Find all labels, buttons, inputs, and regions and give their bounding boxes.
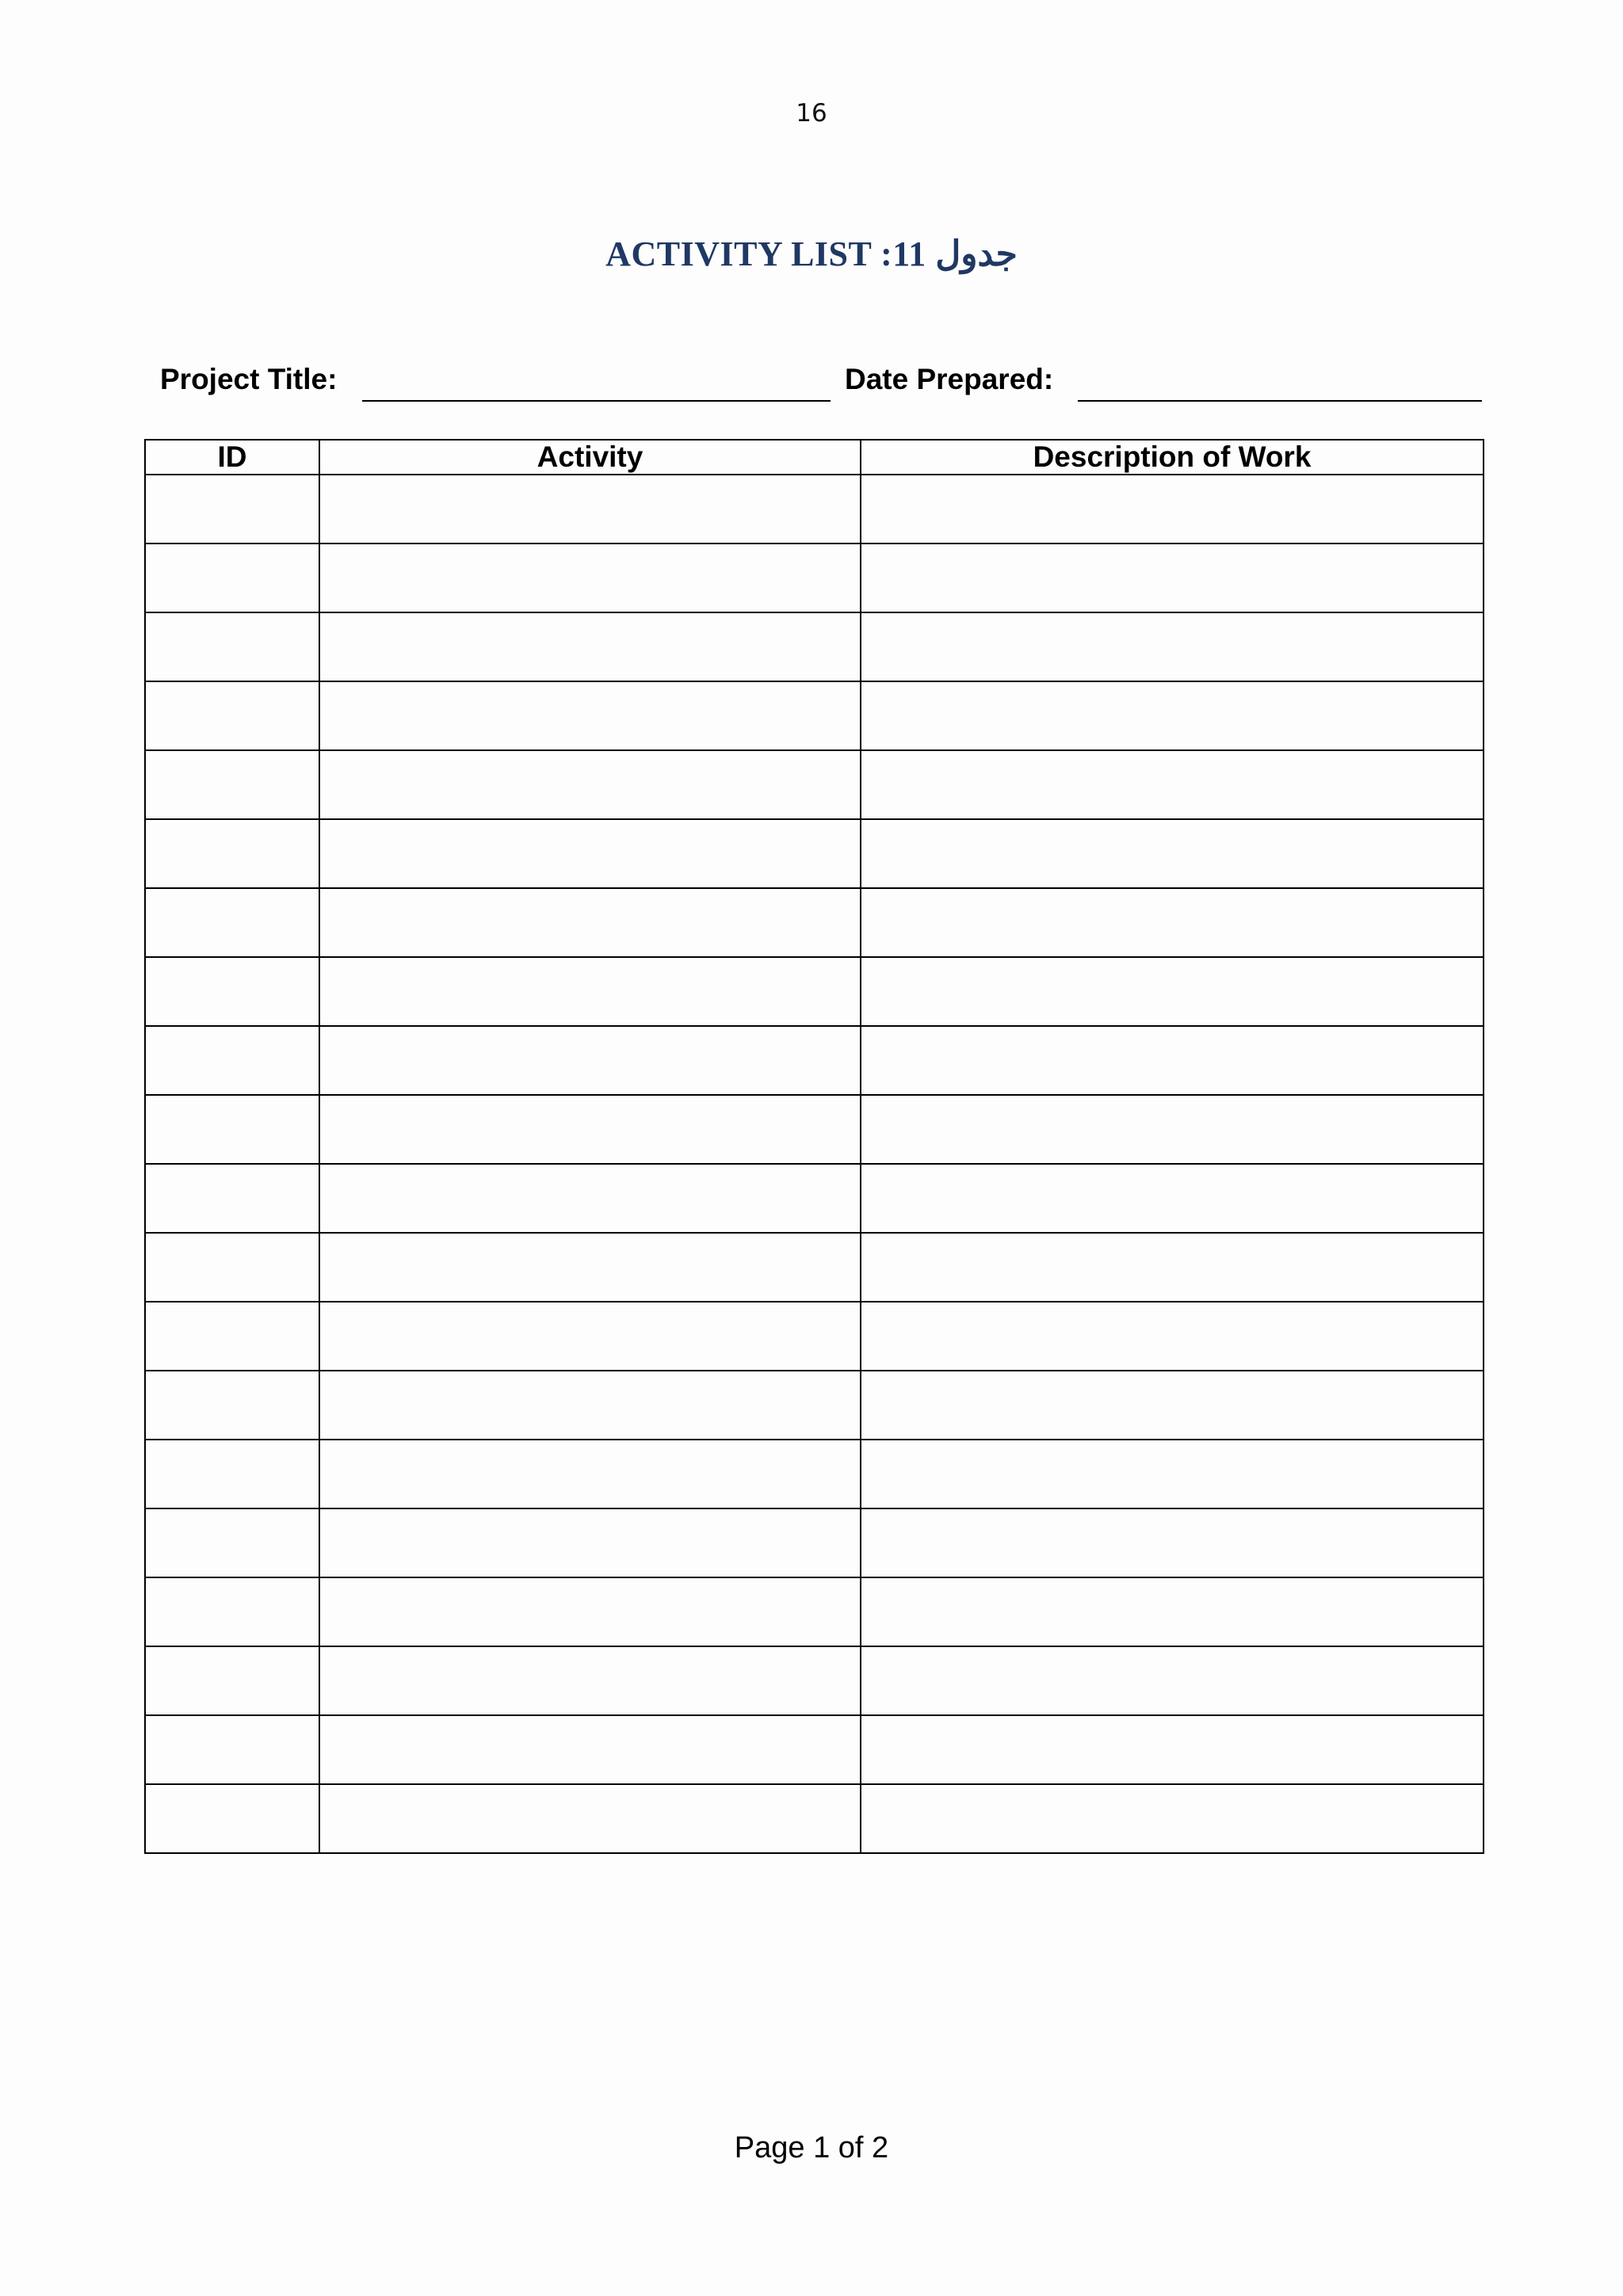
table-row <box>145 1095 1484 1164</box>
id-cell[interactable] <box>145 957 319 1026</box>
description-cell[interactable] <box>861 888 1484 957</box>
id-cell[interactable] <box>145 1371 319 1440</box>
description-cell[interactable] <box>861 1577 1484 1646</box>
description-cell[interactable] <box>861 750 1484 819</box>
activity-cell[interactable] <box>319 1440 861 1508</box>
date-prepared-field[interactable] <box>1078 400 1482 402</box>
description-cell[interactable] <box>861 543 1484 612</box>
id-cell[interactable] <box>145 1784 319 1853</box>
id-cell[interactable] <box>145 1715 319 1784</box>
id-cell[interactable] <box>145 1646 319 1715</box>
column-header-activity: Activity <box>319 440 861 475</box>
form-header <box>160 363 1482 404</box>
activity-cell[interactable] <box>319 888 861 957</box>
description-cell[interactable] <box>861 475 1484 543</box>
activity-cell[interactable] <box>319 475 861 543</box>
activity-cell[interactable] <box>319 543 861 612</box>
table-row <box>145 888 1484 957</box>
table-row <box>145 1577 1484 1646</box>
id-cell[interactable] <box>145 1095 319 1164</box>
table-row <box>145 750 1484 819</box>
activity-cell[interactable] <box>319 819 861 888</box>
activity-cell[interactable] <box>319 1095 861 1164</box>
date-prepared-label: Date Prepared: <box>845 363 1054 395</box>
activity-cell[interactable] <box>319 1371 861 1440</box>
table-row <box>145 1233 1484 1302</box>
table-row <box>145 1508 1484 1577</box>
table-header-row <box>145 440 1484 475</box>
table-row <box>145 1715 1484 1784</box>
description-cell[interactable] <box>861 1715 1484 1784</box>
page-footer: Page 1 of 2 <box>734 2131 889 2164</box>
description-cell[interactable] <box>861 1302 1484 1371</box>
description-cell[interactable] <box>861 1233 1484 1302</box>
table-row <box>145 475 1484 543</box>
id-cell[interactable] <box>145 475 319 543</box>
table-row <box>145 681 1484 750</box>
activity-cell[interactable] <box>319 1715 861 1784</box>
description-cell[interactable] <box>861 1164 1484 1233</box>
table-row <box>145 1302 1484 1371</box>
activity-cell[interactable] <box>319 612 861 681</box>
id-cell[interactable] <box>145 1577 319 1646</box>
table-row <box>145 1440 1484 1508</box>
table-body <box>145 475 1484 1853</box>
project-title-field[interactable] <box>362 400 831 402</box>
table-row <box>145 1784 1484 1853</box>
description-cell[interactable] <box>861 1508 1484 1577</box>
activity-cell[interactable] <box>319 957 861 1026</box>
table-row <box>145 1371 1484 1440</box>
document-title: ACTIVITY LIST :11 جدول <box>605 235 1018 273</box>
description-cell[interactable] <box>861 819 1484 888</box>
activity-table <box>144 439 1484 1854</box>
activity-cell[interactable] <box>319 1233 861 1302</box>
id-cell[interactable] <box>145 1302 319 1371</box>
id-cell[interactable] <box>145 888 319 957</box>
id-cell[interactable] <box>145 1233 319 1302</box>
description-cell[interactable] <box>861 1095 1484 1164</box>
id-cell[interactable] <box>145 1026 319 1095</box>
activity-cell[interactable] <box>319 681 861 750</box>
table-row <box>145 612 1484 681</box>
table-row <box>145 957 1484 1026</box>
table-row <box>145 1026 1484 1095</box>
id-cell[interactable] <box>145 819 319 888</box>
table-row <box>145 543 1484 612</box>
project-title-label: Project Title: <box>160 363 338 395</box>
description-cell[interactable] <box>861 1440 1484 1508</box>
activity-cell[interactable] <box>319 1577 861 1646</box>
activity-cell[interactable] <box>319 1302 861 1371</box>
activity-cell[interactable] <box>319 1784 861 1853</box>
description-cell[interactable] <box>861 1784 1484 1853</box>
id-cell[interactable] <box>145 612 319 681</box>
activity-cell[interactable] <box>319 1646 861 1715</box>
id-cell[interactable] <box>145 681 319 750</box>
table-row <box>145 1164 1484 1233</box>
activity-cell[interactable] <box>319 1026 861 1095</box>
description-cell[interactable] <box>861 612 1484 681</box>
description-cell[interactable] <box>861 1646 1484 1715</box>
id-cell[interactable] <box>145 1440 319 1508</box>
activity-cell[interactable] <box>319 1508 861 1577</box>
activity-cell[interactable] <box>319 750 861 819</box>
description-cell[interactable] <box>861 957 1484 1026</box>
id-cell[interactable] <box>145 750 319 819</box>
column-header-id: ID <box>145 440 319 475</box>
page-number: 16 <box>796 99 827 128</box>
description-cell[interactable] <box>861 681 1484 750</box>
table-row <box>145 819 1484 888</box>
id-cell[interactable] <box>145 543 319 612</box>
description-cell[interactable] <box>861 1371 1484 1440</box>
id-cell[interactable] <box>145 1508 319 1577</box>
activity-cell[interactable] <box>319 1164 861 1233</box>
column-header-description: Description of Work <box>861 440 1484 475</box>
description-cell[interactable] <box>861 1026 1484 1095</box>
table-row <box>145 1646 1484 1715</box>
id-cell[interactable] <box>145 1164 319 1233</box>
